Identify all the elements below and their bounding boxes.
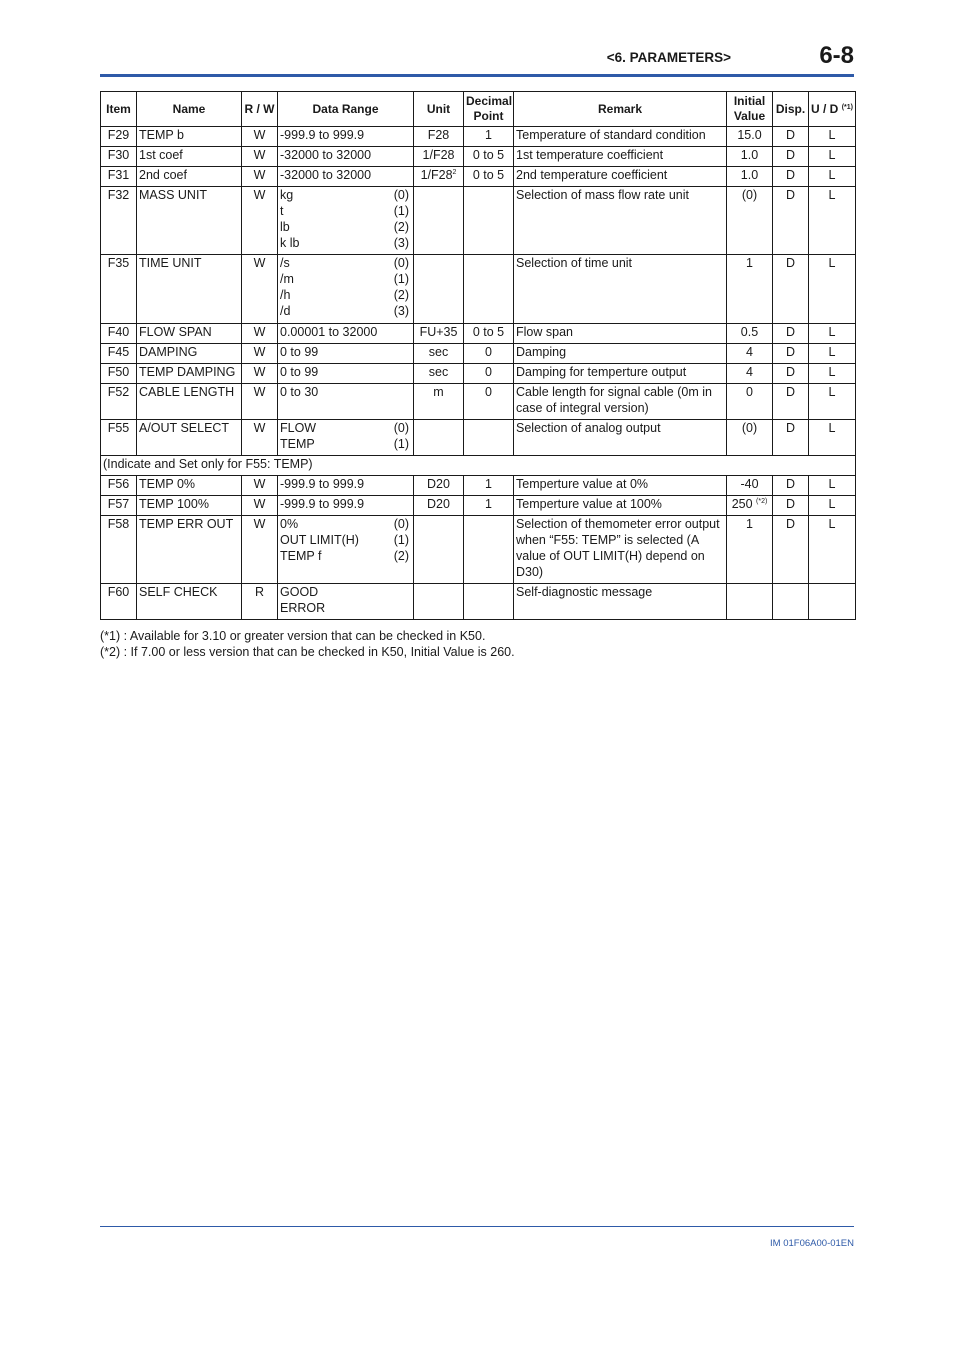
footnote-ref: (*1) xyxy=(841,103,853,111)
table-row: F55 A/OUT SELECT W FLOW (0) TEMP (1) Selection of analog output (0) D L xyxy=(101,420,856,456)
option-line: lb (2) xyxy=(280,220,409,234)
option-line: /s (0) xyxy=(280,256,409,270)
table-row: F35 TIME UNIT W /s (0) /m (1) /h (2) /d (3) Selection of time unit 1 D L xyxy=(101,255,856,324)
col-header-data-range: Data Range xyxy=(278,92,414,127)
table-row: F31 2nd coef W -32000 to 32000 $1/F28^2$ 0 to 5 2nd temperature coefficient 1.0 D L xyxy=(101,167,856,187)
note-text: (Indicate and Set only for F55: TEMP) xyxy=(101,456,856,476)
option-line: TEMP f (2) xyxy=(280,549,409,563)
section-title: <6. PARAMETERS> xyxy=(606,50,731,65)
option-line: OUT LIMIT(H) (1) xyxy=(280,533,409,547)
table-row: F58 TEMP ERR OUT W 0% (0) OUT LIMIT(H) (1) TEMP f (2) Selection of themometer error output when “F55: TEMP” is selected (A value of OUT LIMIT(H) depend on D30) 1 D L xyxy=(101,516,856,584)
table-row: F50 TEMP DAMPING W 0 to 99 sec 0 Damping for temperture output 4 D L xyxy=(101,364,856,384)
option-line: t (1) xyxy=(280,204,409,218)
footer-divider xyxy=(100,1226,854,1227)
col-header-rw: R / W xyxy=(242,92,278,127)
table-row: F45 DAMPING W 0 to 99 sec 0 Damping 4 D L xyxy=(101,344,856,364)
option-line: TEMP (1) xyxy=(280,437,409,451)
col-header-ud: U / D $^{(*1)}$ xyxy=(809,92,856,127)
option-line: /d (3) xyxy=(280,304,409,318)
table-row: F52 CABLE LENGTH W 0 to 30 m 0 Cable length for signal cable (0m in case of integral version) 0 D L xyxy=(101,384,856,420)
col-header-name: Name xyxy=(137,92,242,127)
header-divider xyxy=(100,74,854,77)
table-row: F56 TEMP 0% W -999.9 to 999.9 D20 1 Temperture value at 0% -40 D L xyxy=(101,476,856,496)
option-line: 0% (0) xyxy=(280,517,409,531)
option-line: /h (2) xyxy=(280,288,409,302)
table-row: F60 SELF CHECK R GOOD ERROR Self-diagnostic message xyxy=(101,584,856,620)
table-header-row xyxy=(101,92,856,127)
col-header-item: Item xyxy=(101,92,137,127)
page-number: 6-8 xyxy=(819,42,854,69)
footnote-2: (*2) : If 7.00 or less version that can be checked in K50, Initial Value is 260. xyxy=(100,645,515,659)
footnote-ref: (*2) xyxy=(756,498,768,505)
parameters-table xyxy=(100,91,856,620)
table-row: F32 MASS UNIT W kg (0) t (1) lb (2) k lb (3) Selection of mass flow rate unit (0) D L xyxy=(101,187,856,255)
col-header-initial-value: Initial Value xyxy=(727,92,773,127)
page-header xyxy=(100,40,854,74)
table-note-row xyxy=(101,456,856,476)
col-header-disp: Disp. xyxy=(773,92,809,127)
table-row: F29 TEMP b W -999.9 to 999.9 F28 1 Temperature of standard condition 15.0 D L xyxy=(101,127,856,147)
table-row: F30 1st coef W -32000 to 32000 1/F28 0 to 5 1st temperature coefficient 1.0 D L xyxy=(101,147,856,167)
col-header-decimal-point: Decimal Point xyxy=(464,92,514,127)
option-line: FLOW (0) xyxy=(280,421,409,435)
table-row: F57 TEMP 100% W -999.9 to 999.9 D20 1 Temperture value at 100% 250 $^{(*2)}$ D L xyxy=(101,496,856,516)
option-line: k lb (3) xyxy=(280,236,409,250)
col-header-remark: Remark xyxy=(514,92,727,127)
col-header-unit: Unit xyxy=(414,92,464,127)
option-line: /m (1) xyxy=(280,272,409,286)
document-id: IM 01F06A00-01EN xyxy=(770,1238,854,1249)
footnote-1: (*1) : Available for 3.10 or greater version that can be checked in K50. xyxy=(100,629,486,643)
table-row: F40 FLOW SPAN W 0.00001 to 32000 FU+35 0 to 5 Flow span 0.5 D L xyxy=(101,324,856,344)
option-line: kg (0) xyxy=(280,188,409,202)
footnotes xyxy=(100,628,515,660)
